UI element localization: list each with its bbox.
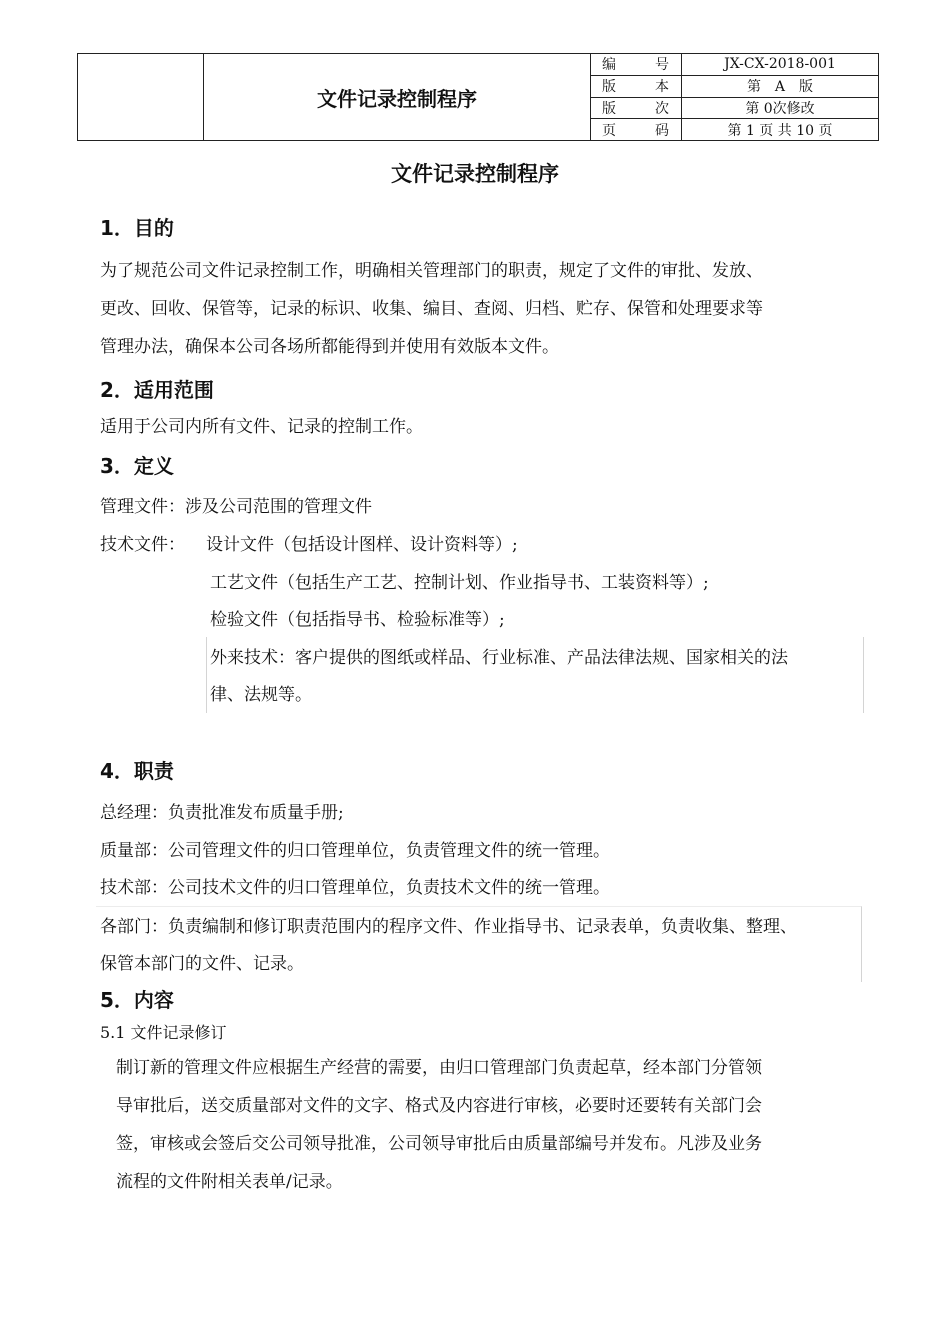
document-header-table [77, 53, 879, 141]
external-tech-line-2: 律、法规等。 [210, 685, 312, 705]
heading-definitions: 3．定义 [100, 454, 174, 478]
heading-content: 5．内容 [100, 988, 174, 1012]
sub-heading-5-1: 5.1 文件记录修订 [100, 1023, 227, 1042]
purpose-line-2: 更改、回收、保管等，记录的标识、收集、编目、查阅、归档、贮存、保管和处理要求等 [100, 299, 763, 319]
document-title: 文件记录控制程序 [391, 162, 559, 186]
label-page: 页 码 [591, 119, 682, 141]
logo-cell [78, 54, 204, 141]
value-revision: 第 0次修改 [682, 97, 879, 119]
header-title: 文件记录控制程序 [204, 54, 591, 141]
value-doc-number: JX-CX-2018-001 [682, 54, 879, 76]
definition-tech-label: 技术文件： [100, 535, 185, 555]
label-doc-number: 编 号 [591, 54, 682, 76]
purpose-line-1: 为了规范公司文件记录控制工作，明确相关管理部门的职责，规定了文件的审批、发放、 [100, 261, 763, 281]
resp-quality-dept: 质量部：公司管理文件的归口管理单位，负责管理文件的统一管理。 [100, 841, 610, 861]
scope-text: 适用于公司内所有文件、记录的控制工作。 [100, 417, 423, 437]
definition-management: 管理文件：涉及公司范围的管理文件 [100, 497, 372, 517]
resp-departments-line-1: 各部门：负责编制和修订职责范围内的程序文件、作业指导书、记录表单，负责收集、整理、 [100, 917, 797, 937]
content-line-4: 流程的文件附相关表单/记录。 [116, 1172, 343, 1192]
resp-tech-dept: 技术部：公司技术文件的归口管理单位，负责技术文件的统一管理。 [100, 878, 610, 898]
heading-responsibilities: 4．职责 [100, 759, 174, 783]
content-line-2: 导审批后，送交质量部对文件的文字、格式及内容进行审核，必要时还要转有关部门会 [116, 1096, 762, 1116]
external-tech-line-1: 外来技术：客户提供的图纸或样品、行业标准、产品法律法规、国家相关的法 [210, 648, 788, 668]
heading-purpose: 1．目的 [100, 216, 174, 240]
label-revision: 版 次 [591, 97, 682, 119]
label-version: 版 本 [591, 75, 682, 97]
purpose-line-3: 管理办法，确保本公司各场所都能得到并使用有效版本文件。 [100, 337, 559, 357]
value-version: 第 A 版 [682, 75, 879, 97]
content-line-3: 签，审核或会签后交公司领导批准，公司领导审批后由质量部编号并发布。凡涉及业务 [116, 1134, 762, 1154]
heading-scope: 2．适用范围 [100, 378, 214, 402]
resp-general-manager: 总经理：负责批准发布质量手册; [100, 803, 344, 823]
tech-item-inspection: 检验文件（包括指导书、检验标准等）; [210, 610, 505, 630]
value-page: 第 1 页 共 10 页 [682, 119, 879, 141]
tech-item-process: 工艺文件（包括生产工艺、控制计划、作业指导书、工装资料等）; [210, 573, 709, 593]
content-line-1: 制订新的管理文件应根据生产经营的需要，由归口管理部门负责起草，经本部门分管领 [116, 1058, 762, 1078]
tech-item-design: 设计文件（包括设计图样、设计资料等）; [206, 535, 518, 555]
resp-departments-line-2: 保管本部门的文件、记录。 [100, 954, 304, 974]
